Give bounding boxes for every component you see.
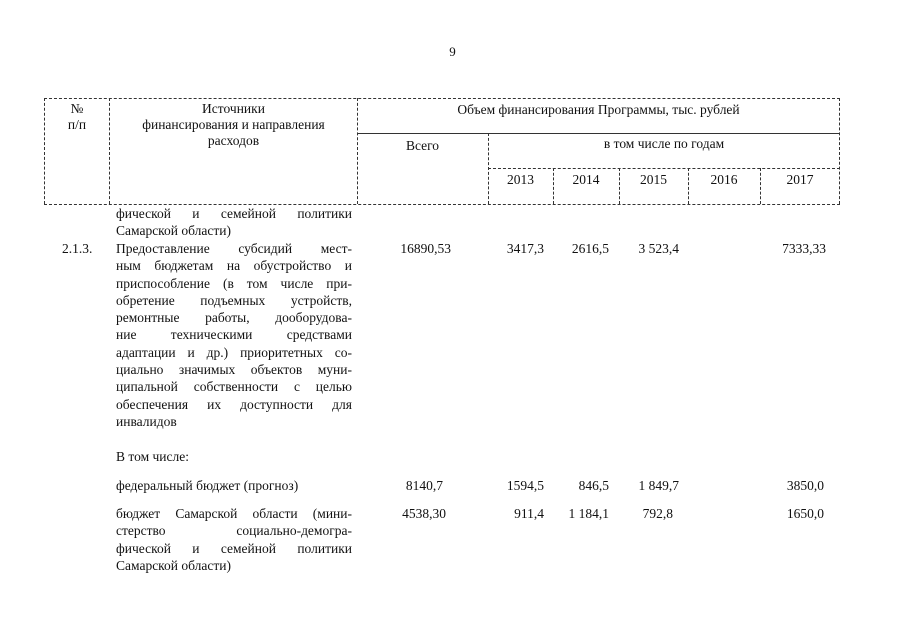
text-line: Самарской области) [116, 557, 232, 573]
row-description: федеральный бюджет (прогноз) [116, 478, 299, 493]
header-year-2017: 2017 [786, 172, 814, 187]
cell-2015: 3 523,4 [638, 241, 679, 256]
text-line: циально значимых объектов муни- [116, 362, 352, 378]
text-line: ципальной собственности с целью [116, 379, 352, 395]
text-line: Самарской области) [116, 223, 232, 239]
text-line: ремонтные работы, дооборудова- [116, 310, 352, 326]
header-col-volume: Объем финансирования Программы, тыс. рублей [457, 102, 740, 117]
text-line: инвалидов [116, 413, 177, 429]
text-line: адаптации и др.) приоритетных со- [116, 344, 352, 360]
row-number: 2.1.3. [62, 241, 93, 256]
text-line: бюджет Самарской области (мини- [116, 506, 352, 521]
cell-2014: 846,5 [578, 478, 609, 493]
cell-2015: 1 849,7 [638, 478, 679, 493]
text-line: Предоставление субсидий мест- [116, 241, 352, 256]
header-col-no: № п/п [67, 101, 87, 132]
text-line: обеспечения их доступности для [116, 396, 352, 412]
cell-2014: 2616,5 [571, 241, 609, 256]
page-number: 9 [449, 44, 456, 59]
cell-2013: 911,4 [514, 506, 544, 521]
text-line: обретение подъемных устройств, [116, 292, 352, 308]
row-description [116, 240, 352, 430]
cell-total: 4538,30 [402, 506, 446, 521]
cell-total: 16890,53 [400, 241, 451, 256]
header-col-total: Всего [405, 138, 440, 153]
header-year-2014: 2014 [572, 172, 600, 187]
cell-2017: 7333,33 [782, 241, 826, 256]
header-volume-divider [357, 133, 840, 134]
header-col-source: Источники финансирования и направления расходов [142, 101, 325, 148]
text-line: стерство социально-демогра- [116, 523, 352, 539]
header-year-2013: 2013 [507, 172, 534, 187]
text-line: ние техническими средствами [116, 327, 352, 343]
continuation-text [116, 205, 352, 240]
cell-2013: 1594,5 [506, 478, 544, 493]
header-years-divider [488, 168, 840, 169]
header-col-by-years: в том числе по годам [603, 136, 725, 151]
header-year-2016: 2016 [710, 172, 738, 187]
cell-2017: 1650,0 [786, 506, 824, 521]
row-description [116, 505, 352, 574]
header-top-border [44, 98, 840, 99]
text-line: приспособление (в том числе при- [116, 275, 352, 291]
text-line: фической и семейной политики [116, 540, 352, 556]
text-line: ным бюджетам на обустройство и [116, 258, 352, 274]
cell-2013: 3417,3 [506, 241, 544, 256]
header-year-2015: 2015 [640, 172, 667, 187]
text-line: фической и семейной политики [116, 206, 352, 221]
cell-2015: 792,8 [642, 506, 673, 521]
cell-2014: 1 184,1 [568, 506, 609, 521]
cell-2017: 3850,0 [786, 478, 824, 493]
cell-total: 8140,7 [405, 478, 443, 493]
including-label: В том числе: [116, 449, 189, 464]
